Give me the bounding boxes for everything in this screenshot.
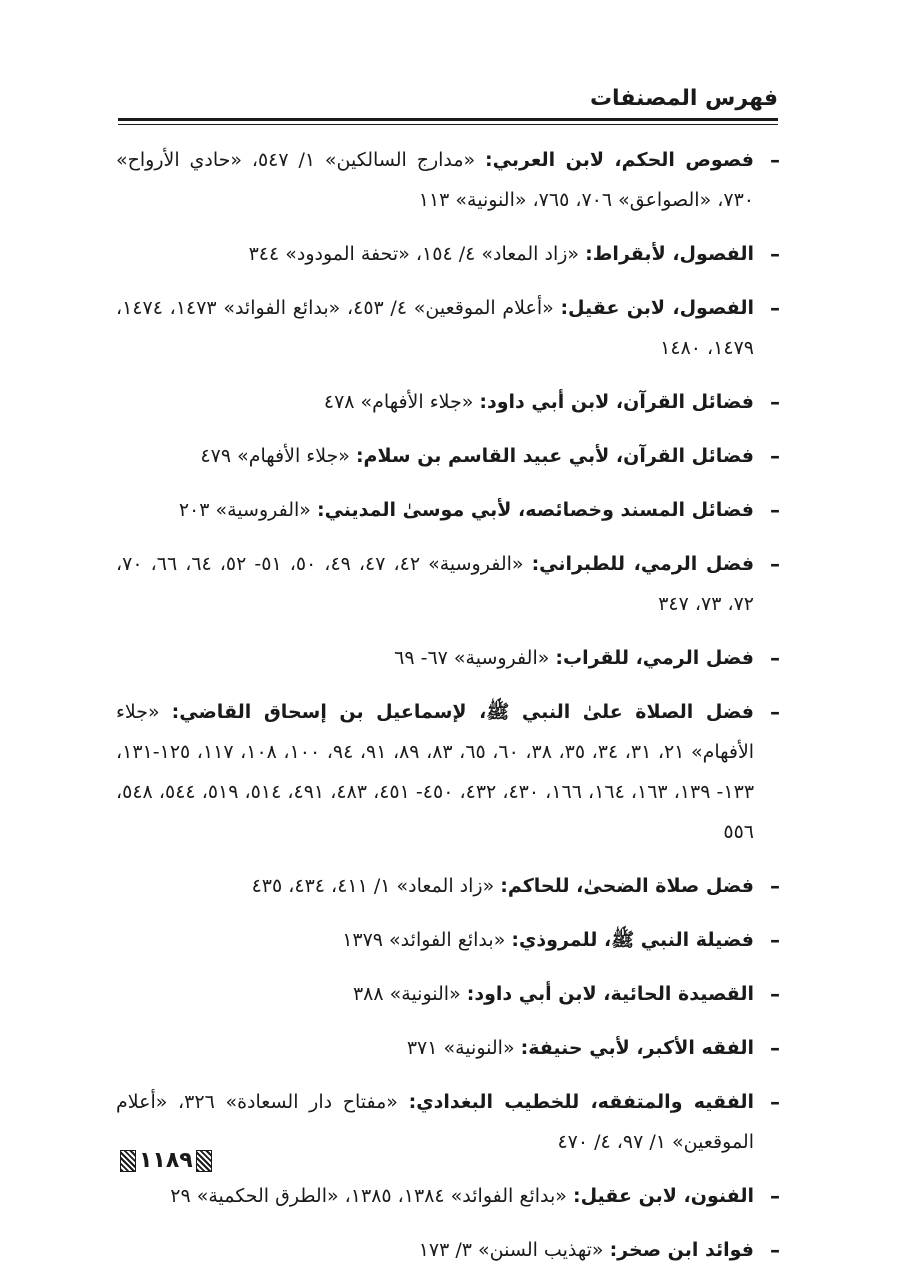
- index-entry: [116, 692, 780, 852]
- entry-dash: –: [770, 928, 780, 952]
- entry-dash: –: [770, 646, 780, 670]
- entry-dash: –: [770, 1036, 780, 1060]
- entry-title: الفقيه والمتفقه، للخطيب البغدادي:: [408, 1091, 755, 1113]
- entry-refs: «بدائع الفوائد» ١٣٧٩: [342, 929, 506, 951]
- entry-dash: –: [770, 296, 780, 320]
- entry-dash: –: [770, 1238, 780, 1262]
- page-footer: [120, 1148, 212, 1173]
- entry-title: فصوص الحكم، لابن العربي:: [485, 149, 754, 171]
- entry-title: القصيدة الحائية، لابن أبي داود:: [466, 983, 754, 1005]
- ornament-right-icon: [196, 1150, 212, 1172]
- entry-title: فضل الرمي، للقراب:: [555, 647, 754, 669]
- entry-dash: –: [770, 444, 780, 468]
- entry-refs: «الفروسية» ٢٠٣: [178, 499, 311, 521]
- entry-title: الفصول، لابن عقيل:: [560, 297, 755, 319]
- index-entry: [116, 1028, 780, 1068]
- entry-refs: «جلاء الأفهام» ٢١، ٣١، ٣٤، ٣٥، ٣٨، ٦٠، ٦٥، ٨٣، ٨٩، ٩١، ٩٤، ١٠٠، ١٠٨، ١١٧، ١٢٥-١٣١، ١٣٣- ١٣٩، ١٦٣، ١٦٤، ١٦٦، ٤٣٠، ٤٣٢، ٤٥٠- ٤٥١، ٤٨٣، ٤٩١، ٥١٤، ٥١٩، ٥٤٤، ٥٤٨، ٥٥٦: [116, 701, 755, 843]
- entry-title: فوائد ابن صخر:: [609, 1239, 754, 1261]
- entry-refs: «الفروسية» ٤٢، ٤٧، ٤٩، ٥٠، ٥١- ٥٢، ٦٤، ٦٦، ٧٠، ٧٢، ٧٣، ٣٤٧: [116, 553, 754, 615]
- index-entry: [116, 920, 780, 960]
- entry-title: فضائل القرآن، لابن أبي داود:: [479, 391, 754, 413]
- entry-dash: –: [770, 1184, 780, 1208]
- entry-refs: «زاد المعاد» ٤/ ١٥٤، «تحفة المودود» ٣٤٤: [248, 243, 580, 265]
- entry-refs: «جلاء الأفهام» ٤٧٩: [200, 445, 350, 467]
- index-entry: [116, 866, 780, 906]
- entry-title: فضائل المسند وخصائصه، لأبي موسىٰ المديني:: [316, 499, 754, 521]
- entry-refs: «الفروسية» ٦٧- ٦٩: [394, 647, 550, 669]
- index-entry: [116, 1176, 780, 1216]
- entry-refs: «بدائع الفوائد» ١٣٨٤، ١٣٨٥، «الطرق الحكمية» ٢٩: [170, 1185, 567, 1207]
- entry-dash: –: [770, 148, 780, 172]
- index-entry: [116, 234, 780, 274]
- index-entry: [116, 544, 780, 624]
- index-entry: [116, 974, 780, 1014]
- entry-refs: «جلاء الأفهام» ٤٧٨: [323, 391, 474, 413]
- entry-refs: «زاد المعاد» ١/ ٤١١، ٤٣٤، ٤٣٥: [251, 875, 495, 897]
- index-entry: [116, 288, 780, 368]
- index-entry: [116, 638, 780, 678]
- entry-refs: «النونية» ٣٧١: [406, 1037, 515, 1059]
- entry-dash: –: [770, 700, 780, 724]
- entry-dash: –: [770, 1090, 780, 1114]
- index-entries: [116, 140, 780, 1284]
- entry-refs: «مفتاح دار السعادة» ٣٢٦، «أعلام الموقعين» ١/ ٩٧، ٤/ ٤٧٠: [116, 1091, 754, 1153]
- index-entry: [116, 1082, 780, 1162]
- entry-refs: «النونية» ٣٨٨: [352, 983, 461, 1005]
- entry-title: الفقه الأكبر، لأبي حنيفة:: [520, 1037, 754, 1059]
- entry-refs: «أعلام الموقعين» ٤/ ٤٥٣، «بدائع الفوائد» ١٤٧٣، ١٤٧٤، ١٤٧٩، ١٤٨٠: [116, 297, 754, 359]
- entry-dash: –: [770, 498, 780, 522]
- page-title: فهرس المصنفات: [589, 86, 778, 111]
- page-header: [118, 84, 778, 125]
- header-rule-thin: [118, 124, 778, 125]
- index-entry: [116, 382, 780, 422]
- entry-title: فضل الرمي، للطبراني:: [531, 553, 755, 575]
- entry-title: فضل الصلاة علىٰ النبي ﷺ، لإسماعيل بن إسحاق القاضي:: [171, 701, 754, 723]
- entry-dash: –: [770, 982, 780, 1006]
- entry-title: الفنون، لابن عقيل:: [572, 1185, 754, 1207]
- entry-title: فضائل القرآن، لأبي عبيد القاسم بن سلام:: [355, 445, 754, 467]
- entry-dash: –: [770, 390, 780, 414]
- index-entry: [116, 436, 780, 476]
- entry-title: فضيلة النبي ﷺ، للمروذي:: [511, 929, 754, 951]
- entry-dash: –: [770, 874, 780, 898]
- index-entry: [116, 1230, 780, 1270]
- page-number: ١١٨٩: [139, 1148, 193, 1173]
- entry-refs: «مدارج السالكين» ١/ ٥٤٧، «حادي الأرواح» ٧٣٠، «الصواعق» ٧٠٦، ٧٦٥، «النونية» ١١٣: [116, 149, 754, 211]
- entry-dash: –: [770, 242, 780, 266]
- index-entry: [116, 140, 780, 220]
- entry-title: فضل صلاة الضحىٰ، للحاكم:: [500, 875, 754, 897]
- header-rule-thick: [118, 118, 778, 121]
- entry-dash: –: [770, 552, 780, 576]
- entry-refs: «تهذيب السنن» ٣/ ١٧٣: [418, 1239, 604, 1261]
- ornament-left-icon: [120, 1150, 136, 1172]
- entry-title: الفصول، لأبقراط:: [585, 243, 754, 265]
- index-entry: [116, 490, 780, 530]
